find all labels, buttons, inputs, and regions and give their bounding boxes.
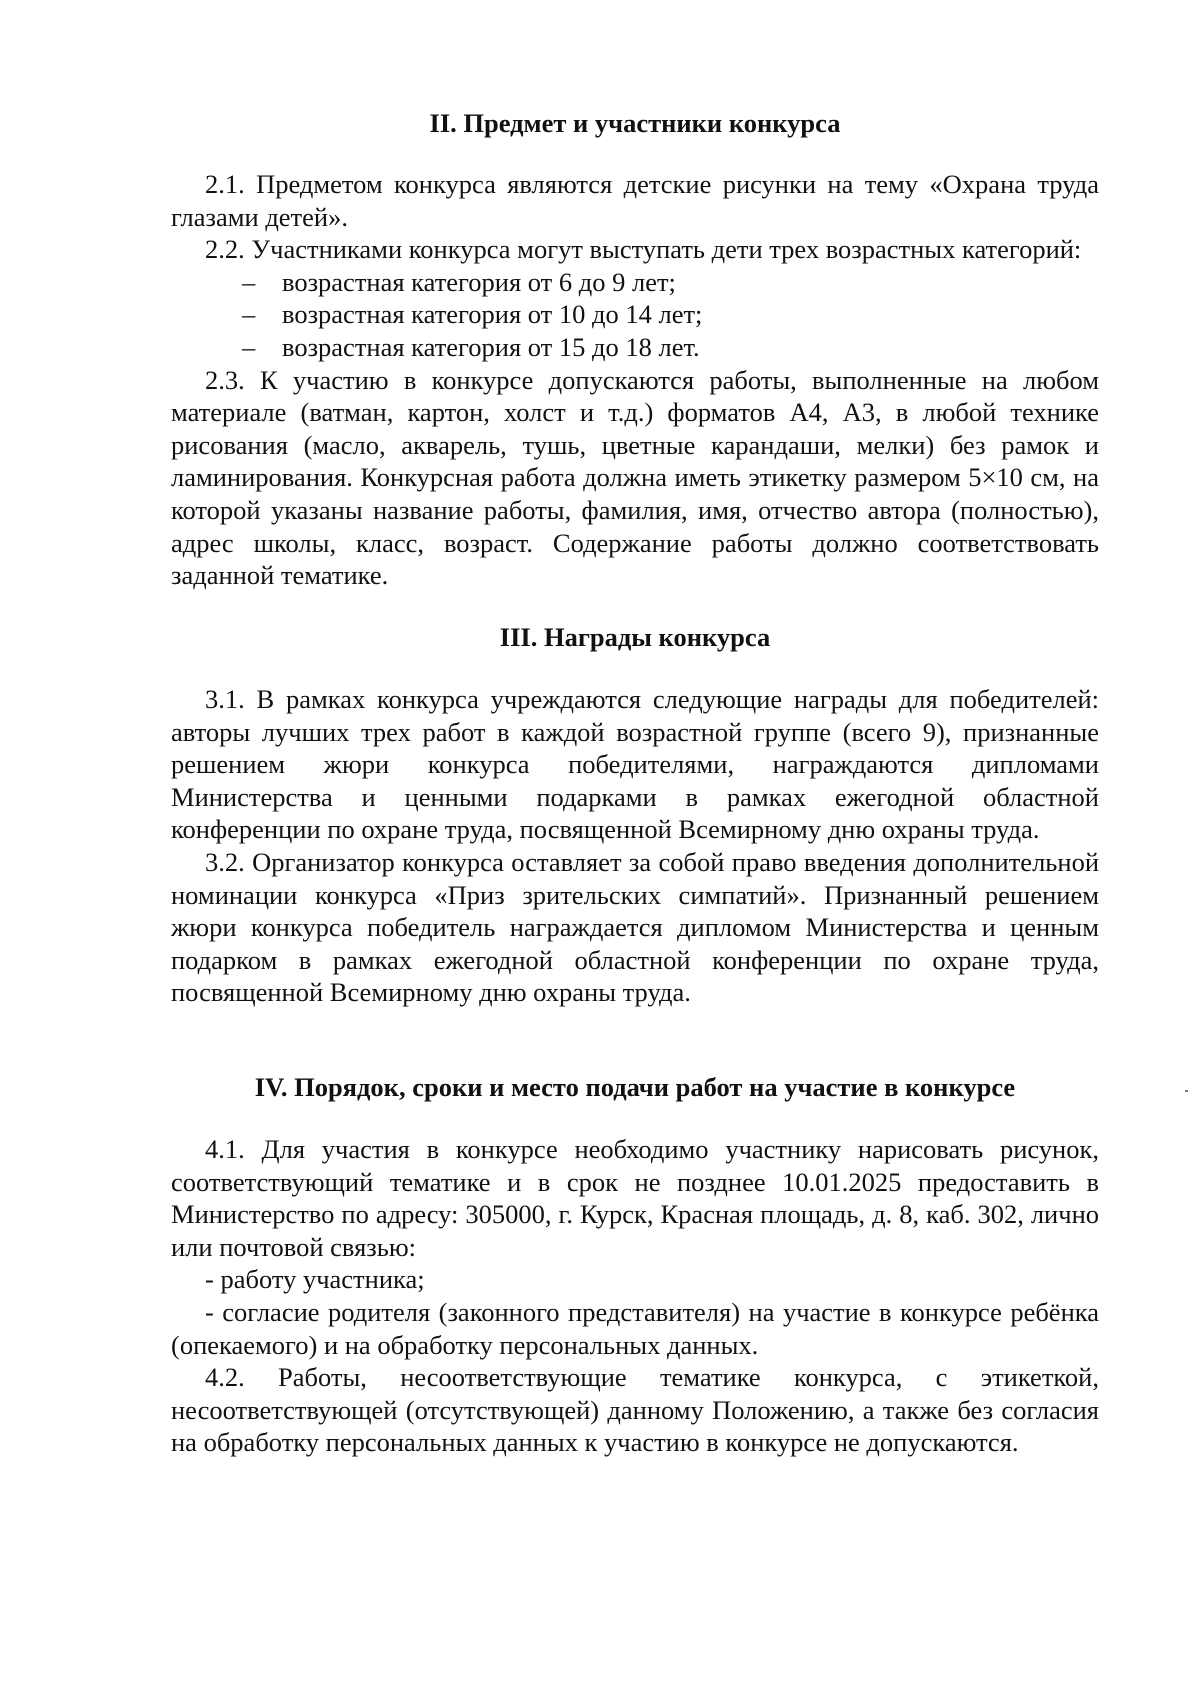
age-category-text: возрастная категория от 6 до 9 лет; bbox=[282, 266, 676, 297]
paragraph-4-1: 4.1. Для участия в конкурсе необходимо участнику нарисовать рисунок, соответствующий тематике и в срок не позднее 10.01.2025 предоставить в Министерство по адресу: 305000, г. Курск, Красная площадь, д. 8, каб. 302, лично или почтовой связью: bbox=[171, 1134, 1099, 1262]
age-category-text: возрастная категория от 15 до 18 лет. bbox=[282, 331, 700, 362]
section-2-heading: II. Предмет и участники конкурса bbox=[429, 108, 841, 138]
paragraph-3-1: 3.1. В рамках конкурса учреждаются следующие награды для победителей: авторы лучших трех работ в каждой возрастной группе (всего 9), признанные решением жюри конкурса победителями, награждаются дипломами Министерства и ценными подарками в рамках ежегодной областной конференции по охране труда, посвященной Всемирному дню охраны труда. bbox=[171, 684, 1099, 845]
scan-speck bbox=[1185, 1090, 1188, 1092]
age-category-item bbox=[171, 266, 1099, 299]
age-category-text: возрастная категория от 10 до 14 лет; bbox=[282, 299, 703, 330]
dash-marker: – bbox=[242, 331, 256, 362]
dash-marker: – bbox=[242, 266, 256, 297]
section-4-body bbox=[171, 1133, 1099, 1459]
section-3-body bbox=[171, 683, 1099, 1009]
paragraph-2-3: 2.3. К участию в конкурсе допускаются работы, выполненные на любом материале (ватман, картон, холст и т.д.) форматов А4, А3, в любой технике рисования (масло, акварель, тушь, цветные карандаши, мелки) без рамок и ламинирования. Конкурсная работа должна иметь этикетку размером 5×10 см, на которой указаны название работы, фамилия, имя, отчество автора (полностью), адрес школы, класс, возраст. Содержание работы должно соответствовать заданной тематике. bbox=[171, 364, 1099, 591]
paragraph-2-2: 2.2. Участниками конкурса могут выступать дети трех возрастных категорий: bbox=[205, 234, 1082, 265]
paragraph-2-1: 2.1. Предметом конкурса являются детские рисунки на тему «Охрана труда глазами детей». bbox=[171, 169, 1099, 232]
submission-item-work: - работу участника; bbox=[205, 1264, 425, 1295]
paragraph-4-2: 4.2. Работы, несоответствующие тематике конкурса, с этикеткой, несоответствующей (отсутствующей) данному Положению, а также без согласия на обработку персональных данных к участию в конкурсе не допускаются. bbox=[171, 1362, 1099, 1458]
paragraph-3-2: 3.2. Организатор конкурса оставляет за собой право введения дополнительной номинации конкурса «Приз зрительских симпатий». Признанный решением жюри конкурса победитель награждается дипломом Министерства и ценным подарком в рамках ежегодной областной конференции по охране труда, посвященной Всемирному дню охраны труда. bbox=[171, 846, 1099, 1008]
age-category-item bbox=[171, 298, 1099, 331]
section-3-heading: III. Награды конкурса bbox=[499, 622, 771, 652]
section-4-heading: IV. Порядок, сроки и место подачи работ на участие в конкурсе bbox=[254, 1072, 1016, 1102]
dash-marker: – bbox=[242, 299, 256, 330]
section-2-body bbox=[171, 168, 1099, 592]
submission-item-consent: - согласие родителя (законного представителя) на участие в конкурсе ребёнка (опекаемого) и на обработку персональных данных. bbox=[171, 1296, 1099, 1360]
age-category-item bbox=[171, 331, 1099, 364]
